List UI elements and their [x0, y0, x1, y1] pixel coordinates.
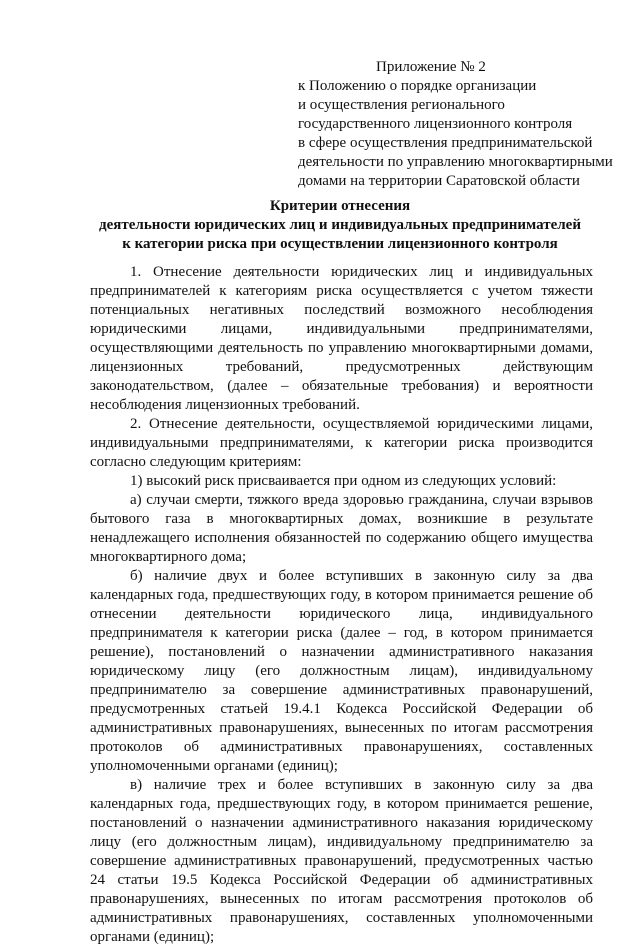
paragraph-v: в) наличие трех и более вступивших в законную силу за два календарных года, предшествующих году, в котором принимается решение, постановлений о назначении административного наказания юридическому лицу (его должностным лицам), индивидуальному предпринимателю за совершение административных правонарушений, предусмотренных частью 24 статьи 19.5 Кодекса Российской Федерации об административных правонарушениях, вынесенных по итогам рассмотрения протоколов об административных правонарушениях, составленных уполномоченными органами (единиц); [90, 777, 593, 945]
paragraph-2: 2. Отнесение деятельности, осуществляемой юридическими лицами, индивидуальными предпринимателями, к категории риска производится согласно следующим критериям: [90, 416, 593, 470]
paragraph-high-risk: 1) высокий риск присваивается при одном из следующих условий: [130, 473, 557, 489]
appendix-line: в сфере осуществления предпринимательской [298, 135, 593, 151]
appendix-line: государственного лицензионного контроля [298, 116, 573, 132]
document-title [60, 197, 620, 254]
appendix-line: и осуществления регионального [298, 97, 505, 113]
title-line: деятельности юридических лиц и индивидуальных предпринимателей [99, 217, 581, 233]
paragraph-b: б) наличие двух и более вступивших в законную силу за два календарных года, предшествующих году, в котором принимается решение об отнесении деятельности юридического лица, индивидуального предпринимателя к категории риска (далее – год, в котором принимается решение), постановлений о назначении административного наказания юридическому лицу (его должностным лицам), индивидуальному предпринимателю за совершение административных правонарушений, предусмотренных статьей 19.4.1 Кодекса Российской Федерации об административных правонарушениях, вынесенных по итогам рассмотрения протоколов об административных правонарушениях, составленных уполномоченными органами (единиц); [90, 568, 593, 774]
title-line: к категории риска при осуществлении лицензионного контроля [122, 236, 558, 252]
appendix-number: Приложение № 2 [376, 59, 486, 75]
paragraph-1: 1. Отнесение деятельности юридических лиц и индивидуальных предпринимателей к категориям риска осуществляется с учетом тяжести потенциальных негативных последствий возможного несоблюдения юридическими лицами, индивидуальными предпринимателями, осуществляющими деятельность по управлению многоквартирными домами, лицензионных требований, предусмотренных действующим законодательством, (далее – обязательные требования) и вероятности несоблюдения лицензионных требований. [90, 264, 593, 413]
document-body [90, 263, 593, 947]
appendix-line: к Положению о порядке организации [298, 78, 537, 94]
appendix-line: деятельности по управлению многоквартирными [298, 154, 613, 170]
paragraph-a: а) случаи смерти, тяжкого вреда здоровью гражданина, случаи взрывов бытового газа в многоквартирных домах, возникшие в результате ненадлежащего исполнения обязанностей по содержанию общего имущества многоквартирного дома; [90, 492, 593, 565]
title-line: Критерии отнесения [269, 198, 411, 214]
appendix-header [298, 58, 618, 191]
appendix-line: домами на территории Саратовской области [298, 173, 580, 189]
